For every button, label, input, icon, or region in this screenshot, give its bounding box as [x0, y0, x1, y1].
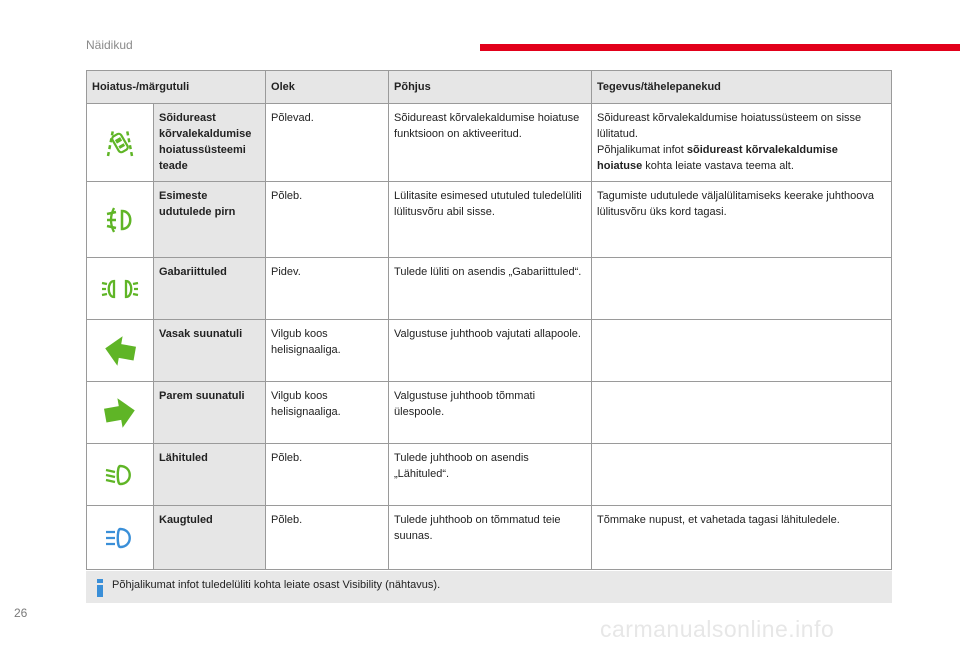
indicator-state: Vilgub koos helisignaaliga. [266, 320, 389, 382]
sidelamps-icon [87, 258, 154, 320]
indicator-state: Vilgub koos helisignaaliga. [266, 382, 389, 444]
table-row [87, 258, 892, 320]
indicator-cause: Tulede juhthoob on asendis „Lähituled“. [389, 444, 592, 506]
action-text: Tõmmake nupust, et vahetada tagasi lähituledele. [597, 514, 840, 526]
indicator-name: Sõidureast kõrvalekaldumise hoiatussüsteemi teade [154, 104, 266, 182]
indicator-state: Põleb. [266, 444, 389, 506]
indicator-name: Lähituled [154, 444, 266, 506]
info-note [86, 571, 892, 603]
table-row [87, 182, 892, 258]
action-text: Tagumiste udutulede väljalülitamiseks keerake juhthoova lülitusvõru üks kord tagasi. [597, 190, 875, 218]
indicator-action [592, 182, 892, 258]
indicator-cause: Sõidureast kõrvalekaldumise hoiatuse funktsioon on aktiveeritud. [389, 104, 592, 182]
indicator-cause: Lülitasite esimesed ututuled tuledelüliti lülitusvõru abil sisse. [389, 182, 592, 258]
indicator-name: Kaugtuled [154, 506, 266, 570]
main-beam-icon [87, 506, 154, 570]
watermark: carmanualsonline.info [600, 616, 835, 642]
table-row [87, 506, 892, 570]
column-header-indicator: Hoiatus-/märgutuli [87, 71, 266, 104]
indicator-state: Põleb. [266, 506, 389, 570]
section-title: Näidikud [86, 38, 133, 52]
indicator-action [592, 320, 892, 382]
table-header-row [87, 71, 892, 104]
indicator-cause: Valgustuse juhthoob tõmmati ülespoole. [389, 382, 592, 444]
info-icon [95, 579, 105, 597]
indicator-name: Vasak suunatuli [154, 320, 266, 382]
indicator-action [592, 444, 892, 506]
indicator-action [592, 382, 892, 444]
column-header-state: Olek [266, 71, 389, 104]
indicator-cause: Tulede lüliti on asendis „Gabariittuled“. [389, 258, 592, 320]
indicator-cause: Valgustuse juhthoob vajutati allapoole. [389, 320, 592, 382]
right-turn-arrow-icon [87, 382, 154, 444]
column-header-cause: Põhjus [389, 71, 592, 104]
indicator-name: Parem suunatuli [154, 382, 266, 444]
info-note-text: Põhjalikumat infot tuledelüliti kohta leiate osast Visibility (nähtavus). [112, 579, 441, 591]
table-row [87, 104, 892, 182]
indicator-name: Esimeste udutulede pirn [154, 182, 266, 258]
page-number: 26 [14, 606, 28, 620]
table-row [87, 320, 892, 382]
dipped-beam-icon [87, 444, 154, 506]
action-text: Sõidureast kõrvalekaldumise hoiatussüsteem on sisse lülitatud. Põhjalikumat infot [597, 112, 862, 156]
indicator-state: Pidev. [266, 258, 389, 320]
section-accent-bar [480, 44, 960, 51]
indicator-state: Põleb. [266, 182, 389, 258]
indicator-action [592, 104, 892, 182]
indicator-action [592, 258, 892, 320]
action-text-bold: sõidureast kõrvalekaldumise hoiatuse [597, 144, 838, 172]
warning-lights-table [86, 70, 892, 570]
action-text-end: kohta leiate vastava teema alt. [642, 160, 794, 172]
indicator-action [592, 506, 892, 570]
lane-departure-icon [87, 104, 154, 182]
column-header-action: Tegevus/tähelepanekud [592, 71, 892, 104]
front-fog-lamp-icon [87, 182, 154, 258]
table-row [87, 382, 892, 444]
indicator-cause: Tulede juhthoob on tõmmatud teie suunas. [389, 506, 592, 570]
indicator-name: Gabariittuled [154, 258, 266, 320]
table-row [87, 444, 892, 506]
left-turn-arrow-icon [87, 320, 154, 382]
indicator-state: Põlevad. [266, 104, 389, 182]
